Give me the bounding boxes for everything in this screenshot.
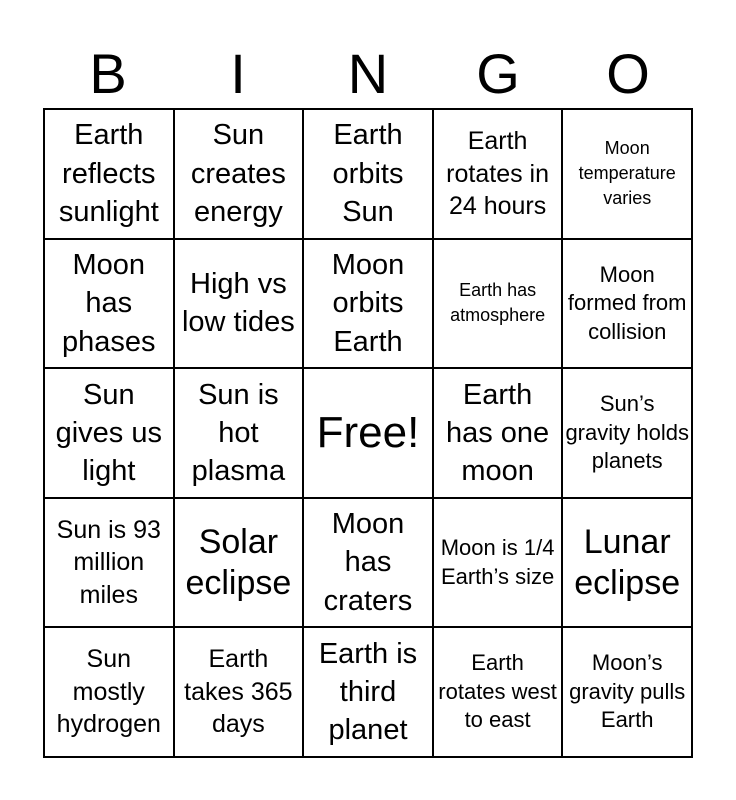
bingo-board: [43, 108, 693, 758]
header-letter-i: I: [230, 42, 246, 105]
bingo-cell[interactable]: Earth has atmosphere: [433, 239, 563, 369]
bingo-cell[interactable]: Moon’s gravity pulls Earth: [562, 627, 692, 757]
bingo-cell[interactable]: Moon orbits Earth: [303, 239, 433, 369]
bingo-cell[interactable]: Earth orbits Sun: [303, 109, 433, 239]
bingo-cell[interactable]: Earth rotates in 24 hours: [433, 109, 563, 239]
bingo-cell[interactable]: Moon has craters: [303, 498, 433, 628]
bingo-cell[interactable]: Sun’s gravity holds planets: [562, 368, 692, 498]
bingo-cell[interactable]: Earth is third planet: [303, 627, 433, 757]
free-space[interactable]: Free!: [303, 368, 433, 498]
bingo-cell[interactable]: Sun creates energy: [174, 109, 304, 239]
bingo-cell[interactable]: Moon temperature varies: [562, 109, 692, 239]
bingo-cell[interactable]: Earth rotates west to east: [433, 627, 563, 757]
bingo-cell[interactable]: Moon is 1/4 Earth’s size: [433, 498, 563, 628]
bingo-cell[interactable]: High vs low tides: [174, 239, 304, 369]
bingo-cell[interactable]: Sun gives us light: [44, 368, 174, 498]
bingo-cell[interactable]: Earth has one moon: [433, 368, 563, 498]
bingo-header: [43, 40, 693, 108]
bingo-cell[interactable]: Sun is 93 million miles: [44, 498, 174, 628]
bingo-cell[interactable]: Lunar eclipse: [562, 498, 692, 628]
header-letter-g: G: [476, 42, 520, 105]
header-letter-o: O: [606, 42, 650, 105]
header-letter-b: B: [89, 42, 127, 105]
bingo-cell[interactable]: Moon formed from collision: [562, 239, 692, 369]
bingo-cell[interactable]: Solar eclipse: [174, 498, 304, 628]
bingo-cell[interactable]: Sun mostly hydrogen: [44, 627, 174, 757]
header-letter-n: N: [347, 42, 389, 105]
bingo-cell[interactable]: Earth takes 365 days: [174, 627, 304, 757]
bingo-cell[interactable]: Earth reflects sunlight: [44, 109, 174, 239]
bingo-cell[interactable]: Moon has phases: [44, 239, 174, 369]
bingo-cell[interactable]: Sun is hot plasma: [174, 368, 304, 498]
